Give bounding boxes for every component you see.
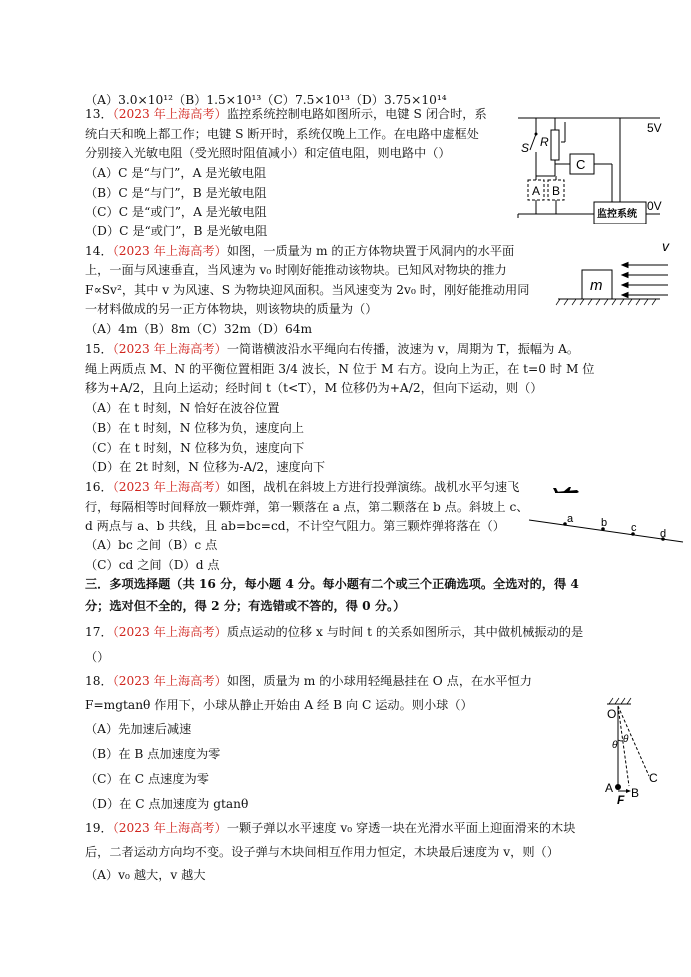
- q14-source-tag: （2023 年上海高考）: [112, 244, 227, 258]
- voltage-0v-label: 0V: [647, 199, 662, 213]
- q18-option-a: （A）先加速后减速: [85, 722, 192, 736]
- q13-option-c: （C）C 是“或门”，A 是光敏电阻: [85, 205, 267, 219]
- q18-number: 18．: [85, 674, 113, 688]
- monitor-system-label: 监控系统: [597, 209, 637, 220]
- fighter-jet-icon: [553, 487, 579, 493]
- q17-number: 17．: [85, 625, 113, 639]
- q13-option-d: （D）C 是“或门”，B 是光敏电阻: [85, 224, 268, 238]
- q16-line1: 16．（2023 年上海高考）如图，战机在斜坡上方进行投弹演练。战机水平匀速飞: [85, 480, 520, 494]
- q18-line1: 18．（2023 年上海高考）如图，质量为 m 的小球用轻绳悬挂在 O 点，在水平恒力: [85, 674, 532, 688]
- block-mass-label: m: [590, 277, 603, 294]
- q13-line3: 分别接入光敏电阻（受光照时阻值减小）和定值电阻，则电路中（）: [85, 146, 451, 160]
- q14-number: 14．: [85, 244, 113, 258]
- theta-angle-2-label: θ: [623, 734, 629, 745]
- point-a-label: a: [567, 513, 574, 525]
- q14-line1: 14．（2023 年上海高考）如图，一质量为 m 的正方体物块置于风洞内的水平面: [85, 244, 515, 258]
- q13-source-tag: （2023 年上海高考）: [112, 107, 227, 121]
- point-d-label: d: [660, 528, 667, 540]
- q13-line2: 统白天和晚上都工作；电键 S 断开时，系统仅晚上工作。在电路中虚框处: [85, 127, 479, 141]
- q17-source-tag: （2023 年上海高考）: [112, 625, 227, 639]
- box-a-label: A: [532, 184, 541, 198]
- wind-speed-label: v: [662, 238, 669, 254]
- switch-s-label: S: [521, 141, 530, 155]
- theta-angle-1-label: θ: [612, 740, 618, 751]
- q18-option-d: （D）在 C 点加速度为 gtanθ: [85, 797, 249, 811]
- gate-c-label: C: [576, 157, 586, 172]
- q19-source-tag: （2023 年上海高考）: [112, 821, 227, 835]
- q19-option-a: （A）v₀ 越大，v 越大: [85, 868, 206, 882]
- q14-options: （A）4m（B）8m（C）32m（D）64m: [85, 322, 313, 336]
- q16-slope-figure: [525, 480, 685, 550]
- q14-line4: 一材料做成的另一正方体物块，则该物块的质量为（）: [85, 302, 378, 316]
- force-f-label: F: [617, 793, 625, 807]
- voltage-5v-label: 5V: [647, 121, 662, 135]
- q16-line3: d 两点与 a、b 共线，且 ab=bc=cd，不计空气阻力。第三颗炸弹将落在（）: [85, 519, 505, 533]
- section3-heading-line2: 分；选对但不全的，得 2 分；有选错或不答的，得 0 分。）: [85, 599, 406, 613]
- box-b-label: B: [552, 184, 561, 198]
- q14-line3: F∝Sv²，其中 v 为风速、S 为物块迎风面积。当风速变为 2v₀ 时，刚好能推动用同: [85, 283, 530, 297]
- q15-line2: 绳上两质点 M、N 的平衡位置相距 3/4 波长，N 位于 M 右方。设向上为正，在 t=0 时 M 位: [85, 362, 595, 376]
- point-b-label: B: [631, 786, 640, 800]
- point-a-label: A: [605, 781, 614, 795]
- point-b-label: b: [601, 517, 608, 529]
- q16-options-ab: （A）bc 之间（B）c 点: [85, 538, 218, 552]
- q18-line2: F=mgtanθ 作用下，小球从静止开始由 A 经 B 向 C 运动。则小球（）: [85, 698, 473, 712]
- point-o-label: O: [607, 707, 617, 721]
- section3-heading-line1: 三．多项选择题（共 16 分，每小题 4 分。每小题有二个或三个正确选项。全选对的，得 4: [85, 577, 579, 591]
- q12-options: （A）3.0×10¹²（B）1.5×10¹³（C）7.5×10¹³（D）3.75×10¹⁴: [85, 93, 447, 107]
- q14-line2: 上，一面与风速垂直，当风速为 v₀ 时刚好能推动该物块。已知风对物块的推力: [85, 263, 507, 277]
- q13-line1: 13．（2023 年上海高考）监控系统控制电路如图所示，电键 S 闭合时，系: [85, 107, 487, 121]
- q15-line3: 移为+A/2，且向上运动；经时间 t（t<T），M 位移仍为+A/2，但向下运动，则（）: [85, 381, 543, 395]
- q15-option-c: （C）在 t 时刻，N 位移为负，速度向下: [85, 441, 305, 455]
- q18-option-b: （B）在 B 点加速度为零: [85, 747, 221, 761]
- q14-wind-tunnel-figure: [550, 235, 675, 310]
- q19-line1: 19．（2023 年上海高考）一颗子弹以水平速度 v₀ 穿透一块在光滑水平面上迎面滑来的木块: [85, 821, 576, 835]
- q15-option-d: （D）在 2t 时刻，N 位移为-A/2，速度向下: [85, 460, 326, 474]
- q16-line2: 行，每隔相等时间释放一颗炸弹，第一颗落在 a 点，第二颗落在 b 点。斜坡上 c、: [85, 500, 529, 514]
- q19-number: 19．: [85, 821, 113, 835]
- point-c-label: c: [631, 522, 637, 534]
- q15-option-a: （A）在 t 时刻，N 恰好在波谷位置: [85, 401, 280, 415]
- q19-line2: 后，二者运动方向均不变。设子弹与木块间相互作用力恒定，木块最后速度为 v，则（）: [85, 845, 559, 859]
- point-c-label: C: [649, 771, 658, 785]
- q13-number: 13．: [85, 107, 113, 121]
- q13-circuit-figure: [500, 106, 675, 224]
- q18-option-c: （C）在 C 点速度为零: [85, 772, 209, 786]
- q16-number: 16．: [85, 480, 113, 494]
- q13-option-b: （B）C 是“与门”，B 是光敏电阻: [85, 186, 267, 200]
- q15-number: 15．: [85, 342, 113, 356]
- q15-line1: 15．（2023 年上海高考）一简谐横波沿水平绳向右传播，波速为 v，周期为 T，振幅为 A。: [85, 342, 580, 356]
- q13-option-a: （A）C 是“与门”，A 是光敏电阻: [85, 166, 267, 180]
- q17-line2: （）: [85, 650, 110, 664]
- q15-option-b: （B）在 t 时刻，N 位移为负，速度向上: [85, 421, 304, 435]
- q16-source-tag: （2023 年上海高考）: [112, 480, 227, 494]
- q16-options-cd: （C）cd 之间（D）d 点: [85, 558, 220, 572]
- q17-line1: 17．（2023 年上海高考）质点运动的位移 x 与时间 t 的关系如图所示，其中做机械振动的是: [85, 625, 584, 639]
- q18-source-tag: （2023 年上海高考）: [112, 674, 227, 688]
- q15-source-tag: （2023 年上海高考）: [112, 342, 227, 356]
- resistor-r-label: R: [540, 135, 549, 149]
- q18-pendulum-figure: [585, 690, 665, 808]
